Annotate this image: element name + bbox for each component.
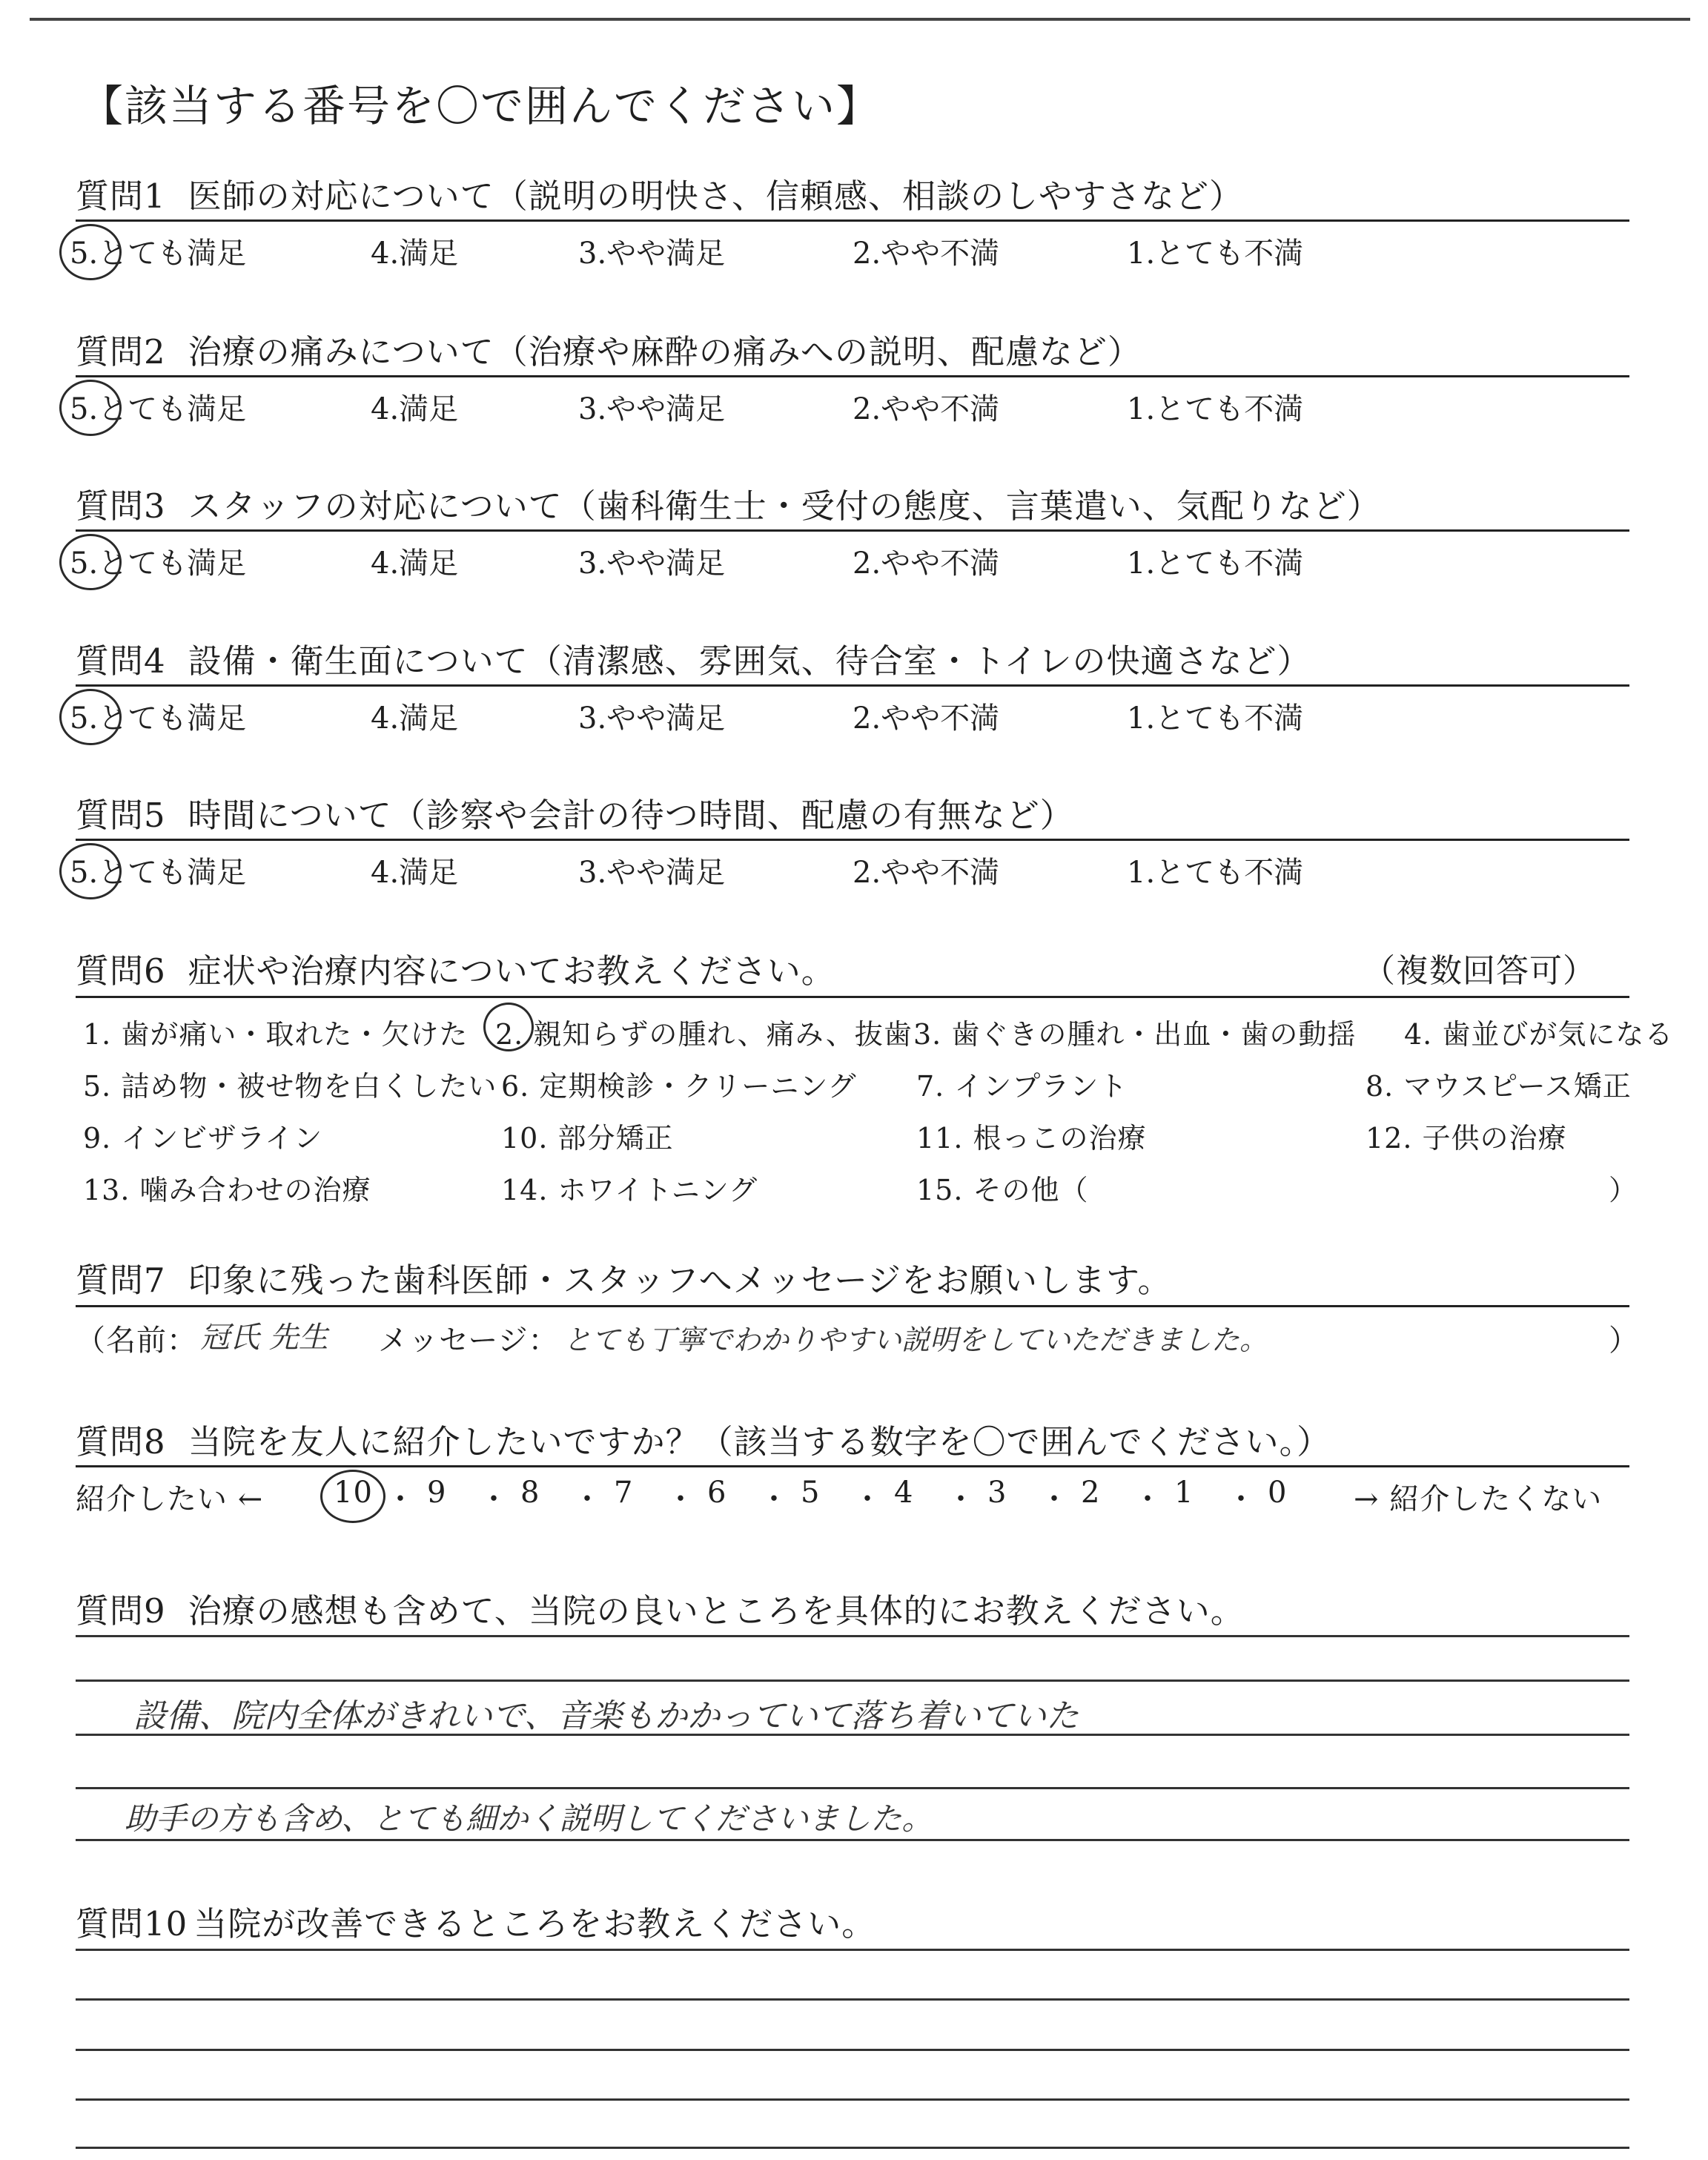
q2-rule — [76, 375, 1629, 377]
q7-heading — [76, 1253, 1171, 1301]
q3-text: スタッフの対応について（歯科衛生士・受付の態度、言葉遣い、気配りなど） — [188, 486, 1381, 526]
q6-item-9[interactable]: 9. インビザライン — [83, 1122, 323, 1155]
q5-option-3[interactable]: 3.やや満足 — [578, 856, 726, 890]
q8-value-6[interactable]: 6 — [707, 1476, 727, 1510]
q9-line-1 — [76, 1635, 1629, 1637]
q2-option-3[interactable]: 3.やや満足 — [578, 392, 726, 426]
q2-option-2[interactable]: 2.やや不満 — [853, 392, 1000, 426]
q2-text: 治療の痛みについて（治療や麻酔の痛みへの説明、配慮など） — [188, 332, 1142, 371]
q8-separator-dot: ・ — [946, 1482, 976, 1516]
q7-text: 印象に残った歯科医師・スタッフへメッセージをお願いします。 — [188, 1261, 1172, 1300]
q8-separator-dot: ・ — [1039, 1482, 1070, 1516]
q6-item-1[interactable]: 1. 歯が痛い・取れた・欠けた — [83, 1018, 469, 1051]
q3-option-4[interactable]: 4.満足 — [371, 546, 459, 581]
q4-text: 設備・衛生面について（清潔感、雰囲気、待合室・トイレの快適さなど） — [188, 641, 1311, 681]
q8-value-0[interactable]: 0 — [1268, 1476, 1288, 1510]
q8-separator-dot: ・ — [1133, 1482, 1163, 1516]
q6-item-10[interactable]: 10. 部分矯正 — [501, 1122, 674, 1155]
q2-option-1[interactable]: 1.とても不満 — [1127, 392, 1304, 426]
q3-option-2[interactable]: 2.やや不満 — [853, 546, 1000, 581]
q10-line-2 — [76, 1998, 1629, 2001]
q9-text: 治療の感想も含めて、当院の良いところを具体的にお教えください。 — [188, 1591, 1245, 1631]
q8-value-8[interactable]: 8 — [520, 1476, 540, 1510]
q7-message-label: メッセージ： — [378, 1324, 559, 1358]
q5-rule — [76, 839, 1629, 841]
q1-number: 質問1 — [76, 176, 166, 216]
q10-text: 当院が改善できるところをお教えください。 — [193, 1904, 876, 1943]
q8-rule — [76, 1465, 1629, 1467]
q9-number: 質問9 — [76, 1591, 166, 1631]
q8-value-9[interactable]: 9 — [427, 1476, 447, 1510]
q7-name-label: （名前： — [76, 1324, 197, 1358]
q6-text: 症状や治療内容についてお教えください。 — [188, 951, 835, 991]
q6-rule — [76, 996, 1629, 998]
q5-option-5[interactable]: 5.とても満足 — [70, 856, 247, 890]
q1-text: 医師の対応について（説明の明快さ、信頼感、相談のしやすさなど） — [188, 176, 1243, 216]
q6-item-4[interactable]: 4. 歯並びが気になる — [1404, 1018, 1674, 1051]
q8-right-label: → 紹介したくない — [1354, 1482, 1603, 1516]
q3-selection-circle — [59, 534, 122, 590]
q1-option-5[interactable]: 5.とても満足 — [70, 237, 247, 271]
q6-item-3[interactable]: 3. 歯ぐきの腫れ・出血・歯の動揺 — [913, 1018, 1357, 1051]
q1-heading — [76, 169, 1243, 217]
q10-number: 質問10 — [76, 1904, 188, 1943]
q8-value-10[interactable]: 10 — [334, 1476, 373, 1510]
q10-line-3 — [76, 2049, 1629, 2051]
q7-close-paren: ） — [1609, 1324, 1639, 1358]
q8-heading — [76, 1415, 1331, 1463]
q3-option-1[interactable]: 1.とても不満 — [1127, 546, 1304, 581]
q6-item-7[interactable]: 7. インプラント — [916, 1070, 1128, 1103]
q3-rule — [76, 529, 1629, 532]
q8-text: 当院を友人に紹介したいですか？（該当する数字を〇で囲んでください。） — [188, 1422, 1331, 1462]
q4-option-5[interactable]: 5.とても満足 — [70, 701, 247, 736]
q7-name-value[interactable]: 冠氏 先生 — [200, 1321, 328, 1355]
q10-line-1 — [76, 1949, 1629, 1951]
q9-heading — [76, 1584, 1245, 1632]
q8-value-4[interactable]: 4 — [894, 1476, 914, 1510]
q8-value-2[interactable]: 2 — [1081, 1476, 1101, 1510]
top-border — [30, 18, 1690, 21]
q8-value-5[interactable]: 5 — [801, 1476, 821, 1510]
q8-value-7[interactable]: 7 — [614, 1476, 634, 1510]
q6-item-6[interactable]: 6. 定期検診・クリーニング — [501, 1070, 857, 1103]
q3-option-3[interactable]: 3.やや満足 — [578, 546, 726, 581]
q6-heading — [76, 944, 835, 992]
q6-item-11[interactable]: 11. 根っこの治療 — [916, 1122, 1147, 1155]
q1-option-2[interactable]: 2.やや不満 — [853, 237, 1000, 271]
q5-number: 質問5 — [76, 796, 166, 835]
q8-value-1[interactable]: 1 — [1174, 1476, 1194, 1510]
q5-option-4[interactable]: 4.満足 — [371, 856, 459, 890]
q9-answer-line-1[interactable]: 設備、院内全体がきれいで、音楽もかかっていて落ち着いていた — [133, 1697, 1079, 1735]
q8-left-label: 紹介したい ← — [76, 1482, 264, 1516]
q7-rule — [76, 1305, 1629, 1307]
q4-number: 質問4 — [76, 641, 166, 681]
q2-heading — [76, 325, 1142, 373]
q8-number: 質問8 — [76, 1422, 166, 1462]
q3-number: 質問3 — [76, 486, 166, 526]
q9-answer-line-2[interactable]: 助手の方も含め、とても細かく説明してくださいました。 — [125, 1800, 933, 1837]
q6-number: 質問6 — [76, 951, 166, 991]
q4-selection-circle — [59, 689, 122, 745]
q4-option-2[interactable]: 2.やや不満 — [853, 701, 1000, 736]
q8-separator-dot: ・ — [1226, 1482, 1257, 1516]
q2-option-4[interactable]: 4.満足 — [371, 392, 459, 426]
q5-selection-circle — [59, 843, 122, 899]
q1-option-3[interactable]: 3.やや満足 — [578, 237, 726, 271]
q2-option-5[interactable]: 5.とても満足 — [70, 392, 247, 426]
q10-line-5 — [76, 2147, 1629, 2149]
q5-option-1[interactable]: 1.とても不満 — [1127, 856, 1304, 890]
q5-heading — [76, 788, 1074, 836]
q6-selection-circle — [483, 1003, 534, 1051]
q9-line-2 — [76, 1680, 1629, 1682]
q6-item-14[interactable]: 14. ホワイトニング — [501, 1174, 758, 1206]
form-title: 【該当する番号を〇で囲んでください】 — [80, 81, 881, 131]
q1-selection-circle — [59, 224, 122, 280]
q4-rule — [76, 684, 1629, 687]
q8-selection-circle — [320, 1470, 385, 1523]
q6-item-2[interactable]: 2. 親知らずの腫れ、痛み、抜歯 — [495, 1018, 913, 1051]
q7-message-value[interactable]: とても丁寧でわかりやすい説明をしていただきました。 — [563, 1324, 1268, 1356]
q6-item-5[interactable]: 5. 詰め物・被せ物を白くしたい — [83, 1070, 497, 1103]
q6-item-15-close: ） — [1609, 1174, 1638, 1206]
q8-separator-dot: ・ — [666, 1482, 696, 1516]
q8-separator-dot: ・ — [479, 1482, 509, 1516]
q3-option-5[interactable]: 5.とても満足 — [70, 546, 247, 581]
q3-heading — [76, 479, 1381, 527]
q6-item-12[interactable]: 12. 子供の治療 — [1366, 1122, 1567, 1155]
q6-item-13[interactable]: 13. 噛み合わせの治療 — [83, 1174, 371, 1206]
q1-rule — [76, 219, 1629, 222]
q6-note: （複数回答可） — [1363, 952, 1596, 990]
q8-separator-dot: ・ — [385, 1482, 416, 1516]
q10-line-4 — [76, 2098, 1629, 2101]
q1-option-4[interactable]: 4.満足 — [371, 237, 459, 271]
q4-heading — [76, 634, 1311, 682]
q5-text: 時間について（診察や会計の待つ時間、配慮の有無など） — [188, 796, 1074, 835]
q8-separator-dot: ・ — [572, 1482, 603, 1516]
q4-option-1[interactable]: 1.とても不満 — [1127, 701, 1304, 736]
q1-option-1[interactable]: 1.とても不満 — [1127, 237, 1304, 271]
q2-number: 質問2 — [76, 332, 166, 371]
q8-value-3[interactable]: 3 — [987, 1476, 1007, 1510]
q8-separator-dot: ・ — [853, 1482, 883, 1516]
q5-option-2[interactable]: 2.やや不満 — [853, 856, 1000, 890]
q4-option-4[interactable]: 4.満足 — [371, 701, 459, 736]
q2-selection-circle — [59, 380, 122, 436]
q8-separator-dot: ・ — [759, 1482, 790, 1516]
q7-number: 質問7 — [76, 1261, 166, 1300]
q9-line-4 — [76, 1787, 1629, 1789]
q9-line-5 — [76, 1839, 1629, 1841]
q6-item-8[interactable]: 8. マウスピース矯正 — [1366, 1070, 1632, 1103]
q10-heading — [76, 1897, 875, 1945]
q4-option-3[interactable]: 3.やや満足 — [578, 701, 726, 736]
q6-item-15[interactable]: 15. その他（ — [916, 1174, 1089, 1206]
